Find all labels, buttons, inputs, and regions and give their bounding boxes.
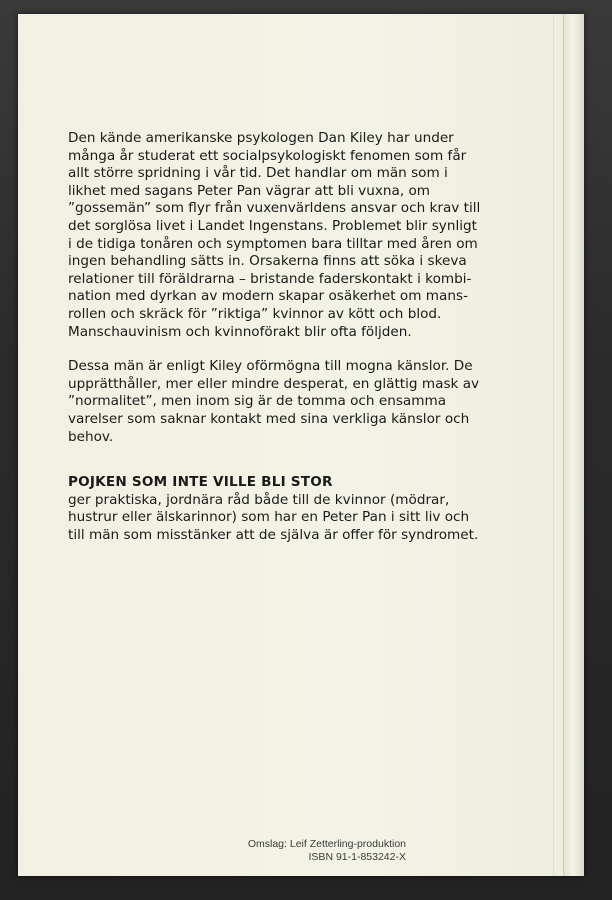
paragraph-spacer: [68, 463, 538, 474]
cover-design-credit: Omslag: Leif Zetterling-produktion: [247, 838, 406, 850]
cover-hinge: [553, 14, 554, 876]
isbn-number: ISBN 91-1-853242-X: [308, 851, 406, 863]
cover-credits: [226, 838, 406, 864]
blurb-paragraph-3: ger praktiska, jordnära råd både till de kvinnor (mödrar, hustrur eller älskarinnor) som har en Peter Pan i sitt liv och till män som misstänker att de själva är offer för syndromet.: [68, 491, 479, 543]
book-title-heading: POJKEN SOM INTE VILLE BLI STOR: [68, 474, 333, 491]
blurb-paragraph-1: Den kände amerikanske psykologen Dan Kiley har under många år studerat ett socialpsykologiskt fenomen som får allt större spridning i vår tid. Det handlar om män som i likhet med sagans Peter Pan vägrar att bli vuxna, om ”gossemän” som flyr från vuxenvärldens ansvar och krav till det sorglösa livet i Landet Ingenstans. Problemet blir synligt i de tidiga tonåren och symptomen bara tilltar med åren om ingen behandling sätts in. Orsakerna finns att söka i skeva relationer till föräldrarna – bristande faderskontakt i kombi- nation med dyrkan av modern skapar osäkerhet om mans- rollen och skräck för ”riktiga” kvinnor av kött och blod. Manschauvinism och kvinnoförakt blir ofta följden.: [68, 130, 481, 340]
blurb-paragraph-2: Dessa män är enligt Kiley oförmögna till mogna känslor. De upprätthåller, mer eller mindre desperat, en glättig mask av ”normalitet”, men inom sig är de tomma och ensamma varelser som saknar kontakt med sina verkliga känslor och behov.: [68, 358, 480, 445]
blurb-text: [68, 130, 538, 561]
book-spine-edge: [563, 14, 584, 876]
